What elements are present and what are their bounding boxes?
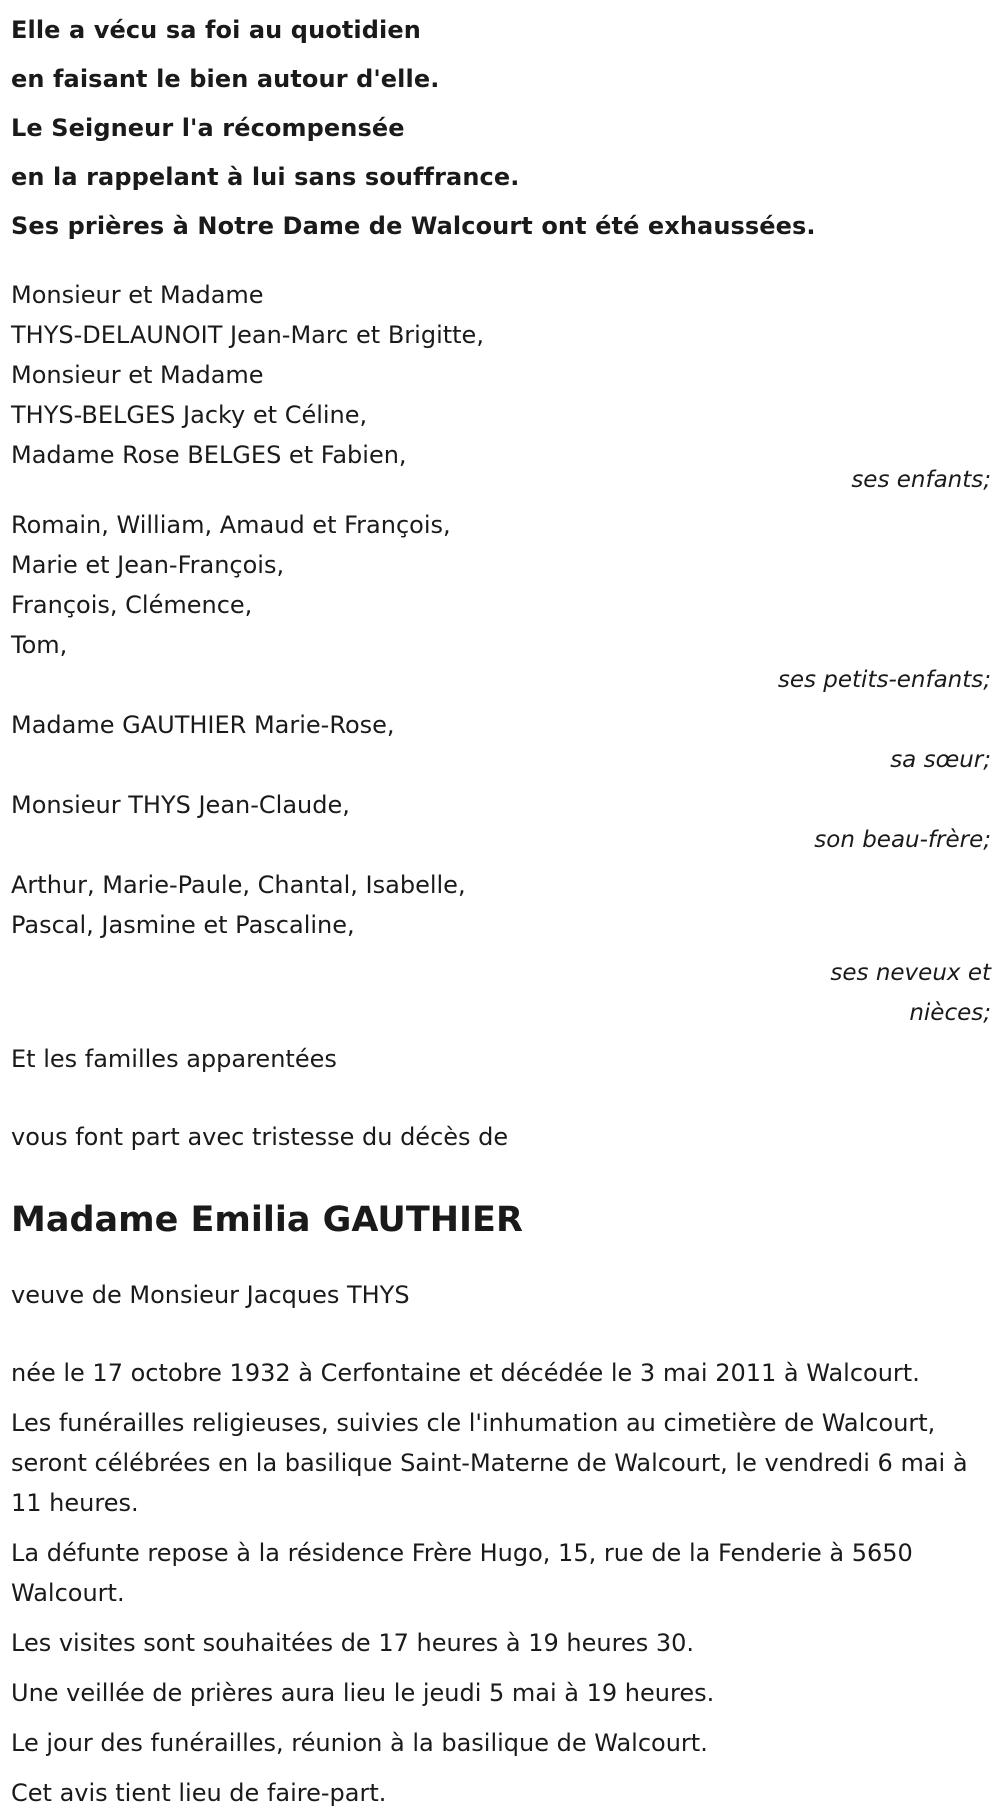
family-relation: ses neveux et nièces; (830, 960, 991, 1026)
epitaph-line: en la rappelant à lui sans souffrance. (11, 163, 520, 191)
family-name: Monsieur et Madame (11, 361, 264, 389)
notice-statement: Cet avis tient lieu de faire-part. (11, 1779, 387, 1807)
family-name: Monsieur et Madame (11, 281, 264, 309)
family-name: THYS-DELAUNOIT Jean-Marc et Brigitte, (11, 321, 484, 349)
family-group-brother-in-law (11, 785, 991, 859)
funeral-meeting: Le jour des funérailles, réunion à la basilique de Walcourt. (11, 1729, 708, 1757)
family-relation: sa sœur; (890, 747, 991, 773)
family-relation: ses petits-enfants; (777, 667, 991, 693)
epitaph (11, 0, 991, 251)
epitaph-line: Ses prières à Notre Dame de Walcourt ont été exhaussées. (11, 212, 816, 240)
funeral-details: Les funérailles religieuses, suivies cle l'inhumation au cimetière de Walcourt, seront célébrées en la basilique Saint-Materne de Walcourt, le vendredi 6 mai à 11 heures. (11, 1409, 968, 1517)
family-name: Madame GAUTHIER Marie-Rose, (11, 711, 395, 739)
epitaph-line: Elle a vécu sa foi au quotidien (11, 16, 421, 44)
announcement-intro: vous font part avec tristesse du décès de (11, 1123, 509, 1151)
family-name: Arthur, Marie-Paule, Chantal, Isabelle, (11, 871, 466, 899)
obituary-notice (11, 0, 991, 1813)
family-group-sister (11, 705, 991, 779)
family-name: THYS-BELGES Jacky et Céline, (11, 401, 368, 429)
family-name: Romain, William, Amaud et François, (11, 511, 451, 539)
epitaph-line: Le Seigneur l'a récompensée (11, 114, 405, 142)
family-group-grandchildren (11, 505, 991, 699)
deceased-name: Madame Emilia GAUTHIER (11, 1200, 523, 1240)
family-group-children (11, 275, 991, 499)
family-name: Monsieur THYS Jean-Claude, (11, 791, 350, 819)
resting-place: La défunte repose à la résidence Frère Hugo, 15, rue de la Fenderie à 5650 Walcourt. (11, 1539, 913, 1607)
family-name: François, Clémence, (11, 591, 253, 619)
related-families: Et les familles apparentées (11, 1045, 337, 1073)
birth-death-info: née le 17 octobre 1932 à Cerfontaine et décédée le 3 mai 2011 à Walcourt. (11, 1359, 920, 1387)
family-name: Madame Rose BELGES et Fabien, (11, 441, 407, 469)
family-group-nephews-nieces (11, 865, 991, 1033)
visiting-hours: Les visites sont souhaitées de 17 heures à 19 heures 30. (11, 1629, 695, 1657)
family-list (11, 275, 991, 1033)
widow-of: veuve de Monsieur Jacques THYS (11, 1281, 410, 1309)
family-name: Marie et Jean-François, (11, 551, 285, 579)
family-relation: son beau-frère; (814, 827, 991, 853)
prayer-vigil: Une veillée de prières aura lieu le jeudi 5 mai à 19 heures. (11, 1679, 715, 1707)
family-name: Tom, (11, 631, 68, 659)
epitaph-line: en faisant le bien autour d'elle. (11, 65, 440, 93)
family-relation: ses enfants; (851, 467, 991, 493)
family-name: Pascal, Jasmine et Pascaline, (11, 911, 355, 939)
